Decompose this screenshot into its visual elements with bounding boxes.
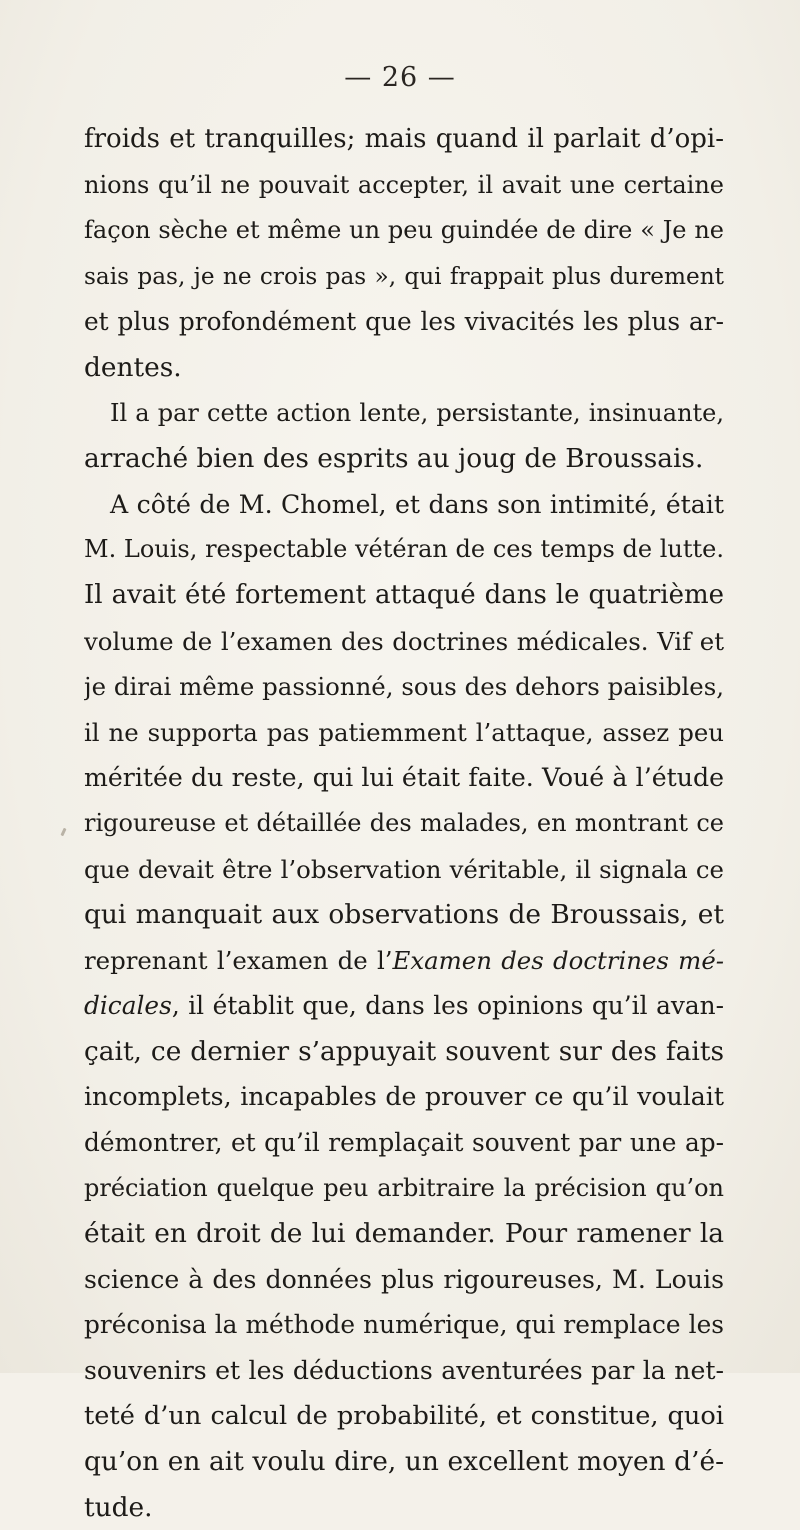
text-line: teté d’un calcul de probabilité, et constitue, quoi [84, 1400, 724, 1431]
body-text [84, 117, 724, 1530]
text-line: il ne supporta pas patiemment l’attaque, assez peu [84, 717, 724, 747]
text-line: dentes. [84, 351, 182, 383]
line-text: reprenant l’examen de l’ [84, 945, 393, 975]
text-line: volume de l’examen des doctrines médicales. Vif et [84, 626, 724, 656]
text-line: et plus profondément que les vivacités les plus ar- [84, 307, 724, 337]
book-title-italic: dicales [84, 991, 172, 1021]
text-line [84, 938, 724, 984]
paragraph-start-line: Il a par cette action lente, persistante, insinuante, [110, 398, 724, 427]
text-line: tude. [84, 1491, 153, 1523]
line-text: , il établit que, dans les opinions qu’il avan- [171, 991, 724, 1021]
page-number: — 26 — [344, 62, 456, 93]
text-line: que devait être l’observation véritable, il signala ce [84, 854, 724, 884]
text-line: sais pas, je ne crois pas », qui frappait plus durement [84, 262, 724, 290]
text-line: çait, ce dernier s’appuyait souvent sur des faits [84, 1035, 724, 1067]
paper-speck [60, 828, 66, 837]
text-line: froids et tranquilles; mais quand il parlait d’opi- [84, 124, 724, 154]
text-line: préciation quelque peu arbitraire la précision qu’on [84, 1173, 724, 1202]
text-line: était en droit de lui demander. Pour ramener la [84, 1218, 724, 1250]
text-line: démontrer, et qu’il remplaçait souvent par une ap- [84, 1128, 724, 1158]
text-line: arraché bien des esprits au joug de Broussais. [84, 443, 704, 475]
text-line: rigoureuse et détaillée des malades, en montrant ce [84, 808, 724, 837]
text-line: façon sèche et même un peu guindée de dire « Je ne [84, 216, 724, 245]
book-title-italic: Examen des doctrines mé- [392, 945, 724, 975]
text-line: science à des données plus rigoureuses, M. Louis [84, 1264, 724, 1294]
text-line: Il avait été fortement attaqué dans le quatrième [84, 579, 724, 610]
paragraph-start-line: A côté de M. Chomel, et dans son intimité, était [110, 489, 724, 519]
text-line: M. Louis, respectable vétéran de ces temps de lutte. [84, 535, 724, 564]
text-line: préconisa la méthode numérique, qui remplace les [84, 1310, 724, 1340]
text-line: souvenirs et les déductions aventurées par la net- [84, 1356, 724, 1386]
text-line: qui manquait aux observations de Broussais, et [84, 899, 724, 931]
text-line: méritée du reste, qui lui était faite. Voué à l’étude [84, 763, 724, 793]
text-line: incomplets, incapables de prouver ce qu’il voulait [84, 1082, 724, 1112]
text-line: qu’on en ait voulu dire, un excellent moyen d’é- [84, 1446, 724, 1478]
text-line: nions qu’il ne pouvait accepter, il avait une certaine [84, 170, 724, 199]
text-line [84, 983, 724, 1029]
text-line: je dirai même passionné, sous des dehors paisibles, [84, 672, 724, 702]
